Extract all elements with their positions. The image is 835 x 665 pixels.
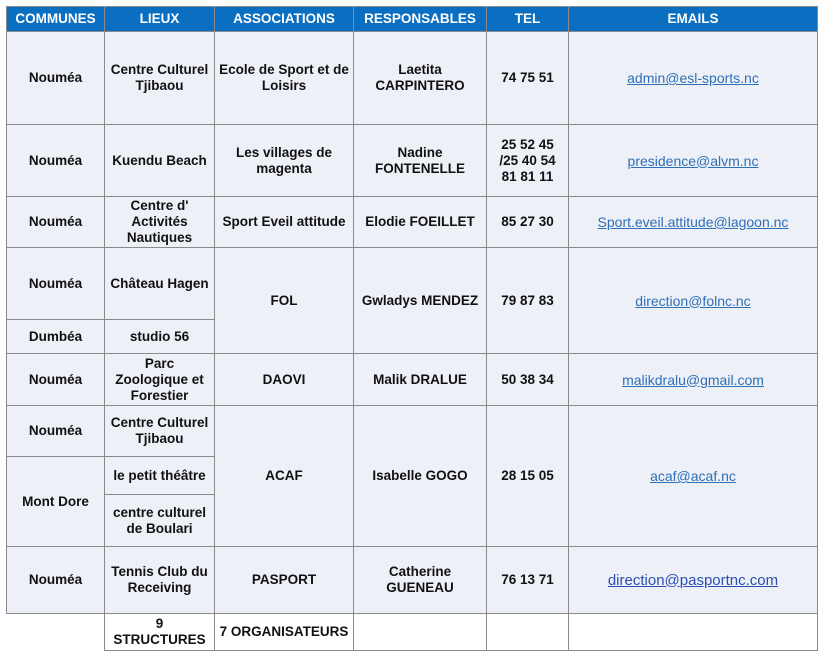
table-row bbox=[7, 125, 818, 197]
empty-cell bbox=[569, 614, 818, 651]
responsable-cell: Laetita CARPINTERO bbox=[354, 32, 487, 125]
table-row bbox=[7, 248, 818, 320]
email-cell bbox=[569, 248, 818, 354]
email-cell bbox=[569, 32, 818, 125]
responsable-cell: Malik DRALUE bbox=[354, 354, 487, 406]
tel-cell: 25 52 45 /25 40 54 81 81 11 bbox=[487, 125, 569, 197]
lieu-cell: Centre Culturel Tjibaou bbox=[105, 406, 215, 457]
lieu-cell: Centre d' Activités Nautiques bbox=[105, 197, 215, 248]
responsable-cell: Elodie FOEILLET bbox=[354, 197, 487, 248]
commune-cell: Nouméa bbox=[7, 197, 105, 248]
commune-cell: Nouméa bbox=[7, 547, 105, 614]
commune-cell: Nouméa bbox=[7, 125, 105, 197]
email-link[interactable]: acaf@acaf.nc bbox=[650, 468, 736, 484]
empty-cell bbox=[7, 614, 105, 651]
header-communes: COMMUNES bbox=[7, 7, 105, 32]
table-row bbox=[7, 32, 818, 125]
lieu-cell: le petit théâtre bbox=[105, 457, 215, 495]
lieu-cell: centre culturel de Boulari bbox=[105, 495, 215, 547]
email-link[interactable]: Sport.eveil.attitude@lagoon.nc bbox=[597, 214, 789, 230]
header-emails: EMAILS bbox=[569, 7, 818, 32]
email-cell bbox=[569, 547, 818, 614]
empty-cell bbox=[354, 614, 487, 651]
responsable-cell: Nadine FONTENELLE bbox=[354, 125, 487, 197]
tel-cell: 76 13 71 bbox=[487, 547, 569, 614]
lieu-cell: studio 56 bbox=[105, 320, 215, 354]
email-link[interactable]: direction@pasportnc.com bbox=[607, 571, 779, 589]
tel-cell: 85 27 30 bbox=[487, 197, 569, 248]
tel-cell: 79 87 83 bbox=[487, 248, 569, 354]
commune-cell: Nouméa bbox=[7, 354, 105, 406]
email-link[interactable]: direction@folnc.nc bbox=[635, 292, 751, 309]
header-associations: ASSOCIATIONS bbox=[215, 7, 354, 32]
tel-cell: 74 75 51 bbox=[487, 32, 569, 125]
table-row bbox=[7, 197, 818, 248]
association-cell: PASPORT bbox=[215, 547, 354, 614]
lieu-cell: Parc Zoologique et Forestier bbox=[105, 354, 215, 406]
header-lieux: LIEUX bbox=[105, 7, 215, 32]
commune-cell: Nouméa bbox=[7, 406, 105, 457]
table-row bbox=[7, 354, 818, 406]
association-cell: Ecole de Sport et de Loisirs bbox=[215, 32, 354, 125]
association-cell: Les villages de magenta bbox=[215, 125, 354, 197]
empty-cell bbox=[487, 614, 569, 651]
totals-row bbox=[7, 614, 818, 651]
commune-cell: Nouméa bbox=[7, 32, 105, 125]
commune-cell: Dumbéa bbox=[7, 320, 105, 354]
email-link[interactable]: presidence@alvm.nc bbox=[627, 152, 759, 169]
email-link[interactable]: malikdralu@gmail.com bbox=[622, 371, 764, 388]
lieu-cell: Kuendu Beach bbox=[105, 125, 215, 197]
lieu-cell: Château Hagen bbox=[105, 248, 215, 320]
structures-total: 9 STRUCTURES bbox=[105, 614, 215, 651]
commune-cell: Mont Dore bbox=[7, 457, 105, 547]
header-responsables: RESPONSABLES bbox=[354, 7, 487, 32]
lieu-cell: Tennis Club du Receiving bbox=[105, 547, 215, 614]
tel-cell: 50 38 34 bbox=[487, 354, 569, 406]
table-row bbox=[7, 547, 818, 614]
email-link[interactable]: admin@esl-sports.nc bbox=[627, 70, 759, 86]
email-cell bbox=[569, 125, 818, 197]
responsable-cell: Gwladys MENDEZ bbox=[354, 248, 487, 354]
association-cell: Sport Eveil attitude bbox=[215, 197, 354, 248]
lieu-cell: Centre Culturel Tjibaou bbox=[105, 32, 215, 125]
email-cell bbox=[569, 406, 818, 547]
email-cell bbox=[569, 197, 818, 248]
tel-cell: 28 15 05 bbox=[487, 406, 569, 547]
associations-table bbox=[6, 6, 818, 651]
table-row bbox=[7, 406, 818, 457]
association-cell: ACAF bbox=[215, 406, 354, 547]
association-cell: FOL bbox=[215, 248, 354, 354]
organisateurs-total: 7 ORGANISATEURS bbox=[215, 614, 354, 651]
responsable-cell: Isabelle GOGO bbox=[354, 406, 487, 547]
association-cell: DAOVI bbox=[215, 354, 354, 406]
responsable-cell: Catherine GUENEAU bbox=[354, 547, 487, 614]
header-row bbox=[7, 7, 818, 32]
commune-cell: Nouméa bbox=[7, 248, 105, 320]
email-cell bbox=[569, 354, 818, 406]
header-tel: TEL bbox=[487, 7, 569, 32]
